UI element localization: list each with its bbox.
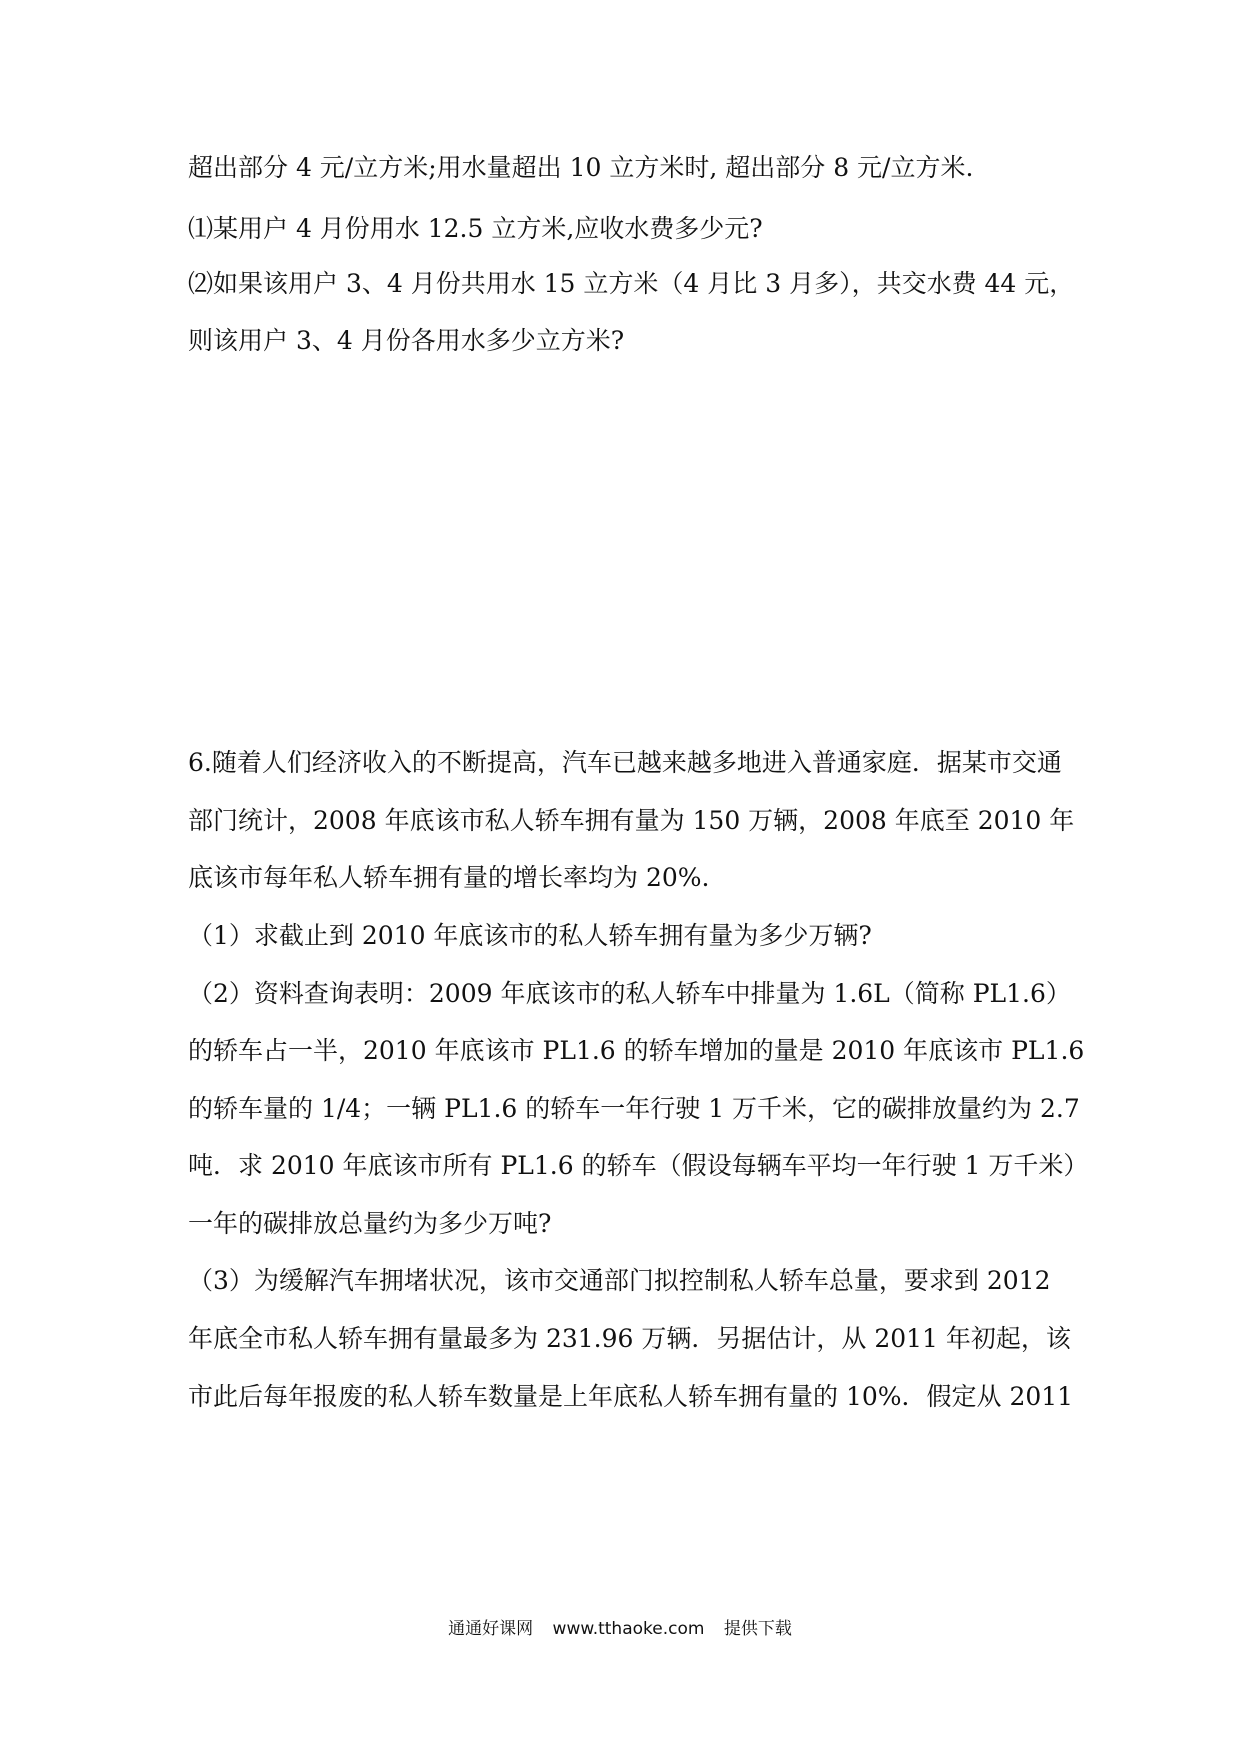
problem6-question-2-line: 一年的碳排放总量约为多少万吨? (188, 1209, 552, 1238)
page-footer (0, 1618, 1240, 1640)
problem6-question-3-line: 年底全市私人轿车拥有量最多为 231.96 万辆．另据估计，从 2011 年初起，该 (188, 1324, 1071, 1353)
problem6-question-1: （1）求截止到 2010 年底该市的私人轿车拥有量为多少万辆? (188, 921, 872, 950)
problem6-stem-line: 部门统计，2008 年底该市私人轿车拥有量为 150 万辆，2008 年底至 2010 年 (188, 806, 1075, 835)
problem6-question-2-line: （2）资料查询表明：2009 年底该市的私人轿车中排量为 1.6L（简称 PL1.6） (188, 979, 1071, 1008)
problem5-question-2-line: ⑵如果该用户 3、4 月份共用水 15 立方米（4 月比 3 月多），共交水费 44 元， (188, 269, 1075, 298)
problem6-stem-line: 6.随着人们经济收入的不断提高，汽车已越来越多地进入普通家庭．据某市交通 (188, 748, 1062, 777)
problem6-question-3-line: 市此后每年报废的私人轿车数量是上年底私人轿车拥有量的 10%．假定从 2011 (188, 1382, 1074, 1411)
footer-suffix: 提供下载 (723, 1619, 792, 1639)
problem5-question-2-line: 则该用户 3、4 月份各用水多少立方米? (188, 326, 625, 355)
problem6-question-2-line: 的轿车量的 1/4；一辆 PL1.6 的轿车一年行驶 1 万千米，它的碳排放量约为 2.7 (188, 1094, 1080, 1123)
problem6-question-2-line: 吨．求 2010 年底该市所有 PL1.6 的轿车（假设每辆车平均一年行驶 1 万千米） (188, 1151, 1089, 1180)
footer-url-link[interactable]: www.tthaoke.com (552, 1619, 705, 1639)
problem6-question-2-line: 的轿车占一半，2010 年底该市 PL1.6 的轿车增加的量是 2010 年底该市 PL1.6 (188, 1036, 1085, 1065)
problem6-question-3-line: （3）为缓解汽车拥堵状况，该市交通部门拟控制私人轿车总量，要求到 2012 (188, 1266, 1051, 1295)
footer-site-name: 通通好课网 (448, 1619, 534, 1639)
problem5-question-1: ⑴某用户 4 月份用水 12.5 立方米,应收水费多少元? (188, 214, 763, 243)
problem5-text-line: 超出部分 4 元/立方米;用水量超出 10 立方米时, 超出部分 8 元/立方米. (188, 153, 974, 182)
problem6-stem-line: 底该市每年私人轿车拥有量的增长率均为 20%. (188, 863, 710, 892)
